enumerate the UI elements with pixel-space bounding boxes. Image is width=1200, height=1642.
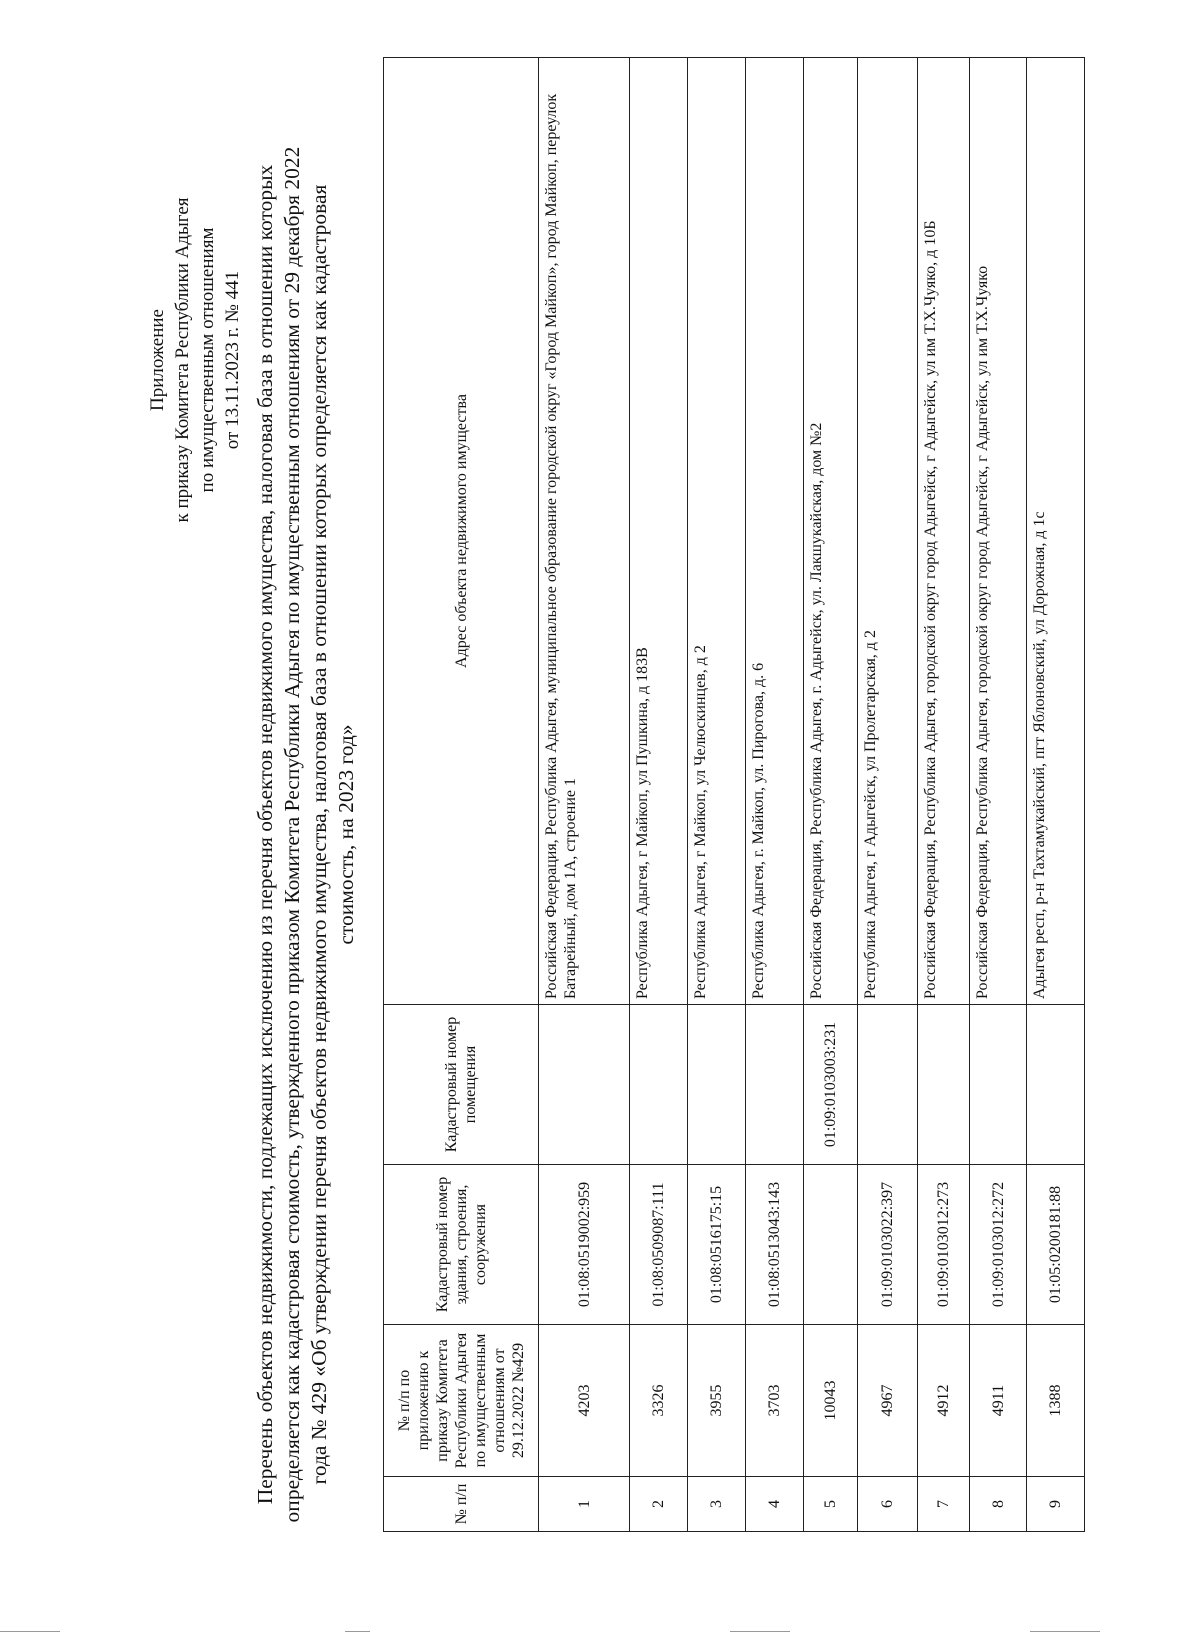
header-number: № п/п bbox=[384, 1477, 539, 1532]
cell-building-cadastral bbox=[804, 1165, 858, 1325]
cell-room-cadastral bbox=[1027, 1005, 1085, 1165]
header-ref-number: № п/п по приложению к приказу Комитета Республики Адыгея по имущественным отношениям от 29.12.2022 №429 bbox=[384, 1325, 539, 1477]
appendix-block bbox=[145, 100, 245, 620]
cell-building-cadastral: 01:09:0103012:273 bbox=[918, 1165, 970, 1325]
table-row bbox=[688, 58, 746, 1532]
document-heading: Перечень объектов недвижимости, подлежащих исключению из перечня объектов недвижимого имущества, налоговая база в отношении которых определяется как кадастровая стоимость, утвержденного приказом Комитета Республики Адыгея по имущественным отношениям от 29 декабря 2022 года № 429 «Об утверждении перечня объектов недвижимого имущества, налоговая база в отношении которых определяется как кадастровая стоимость, на 2023 год» bbox=[253, 146, 358, 1523]
cell-room-cadastral bbox=[688, 1005, 746, 1165]
cell-address: Российская Федерация, Республика Адыгея, г. Адыгейск, ул. Лакшукайская, дом №2 bbox=[804, 58, 858, 1005]
header-room-cadastral: Кадастровый номер помещения bbox=[384, 1005, 539, 1165]
table-row bbox=[1027, 58, 1085, 1532]
scan-edge-mark bbox=[345, 1631, 370, 1632]
scan-edge-mark bbox=[1030, 1631, 1100, 1632]
cell-number: 8 bbox=[970, 1477, 1027, 1532]
cell-building-cadastral: 01:08:0509087:111 bbox=[630, 1165, 688, 1325]
header-address: Адрес объекта недвижимого имущества bbox=[384, 58, 539, 1005]
cell-building-cadastral: 01:05:0200181:88 bbox=[1027, 1165, 1085, 1325]
cell-ref-number: 4967 bbox=[858, 1325, 918, 1477]
cell-building-cadastral: 01:08:0519002:959 bbox=[539, 1165, 630, 1325]
cell-address: Республика Адыгея, г Адыгейск, ул Пролетарская, д 2 bbox=[858, 58, 918, 1005]
cell-address: Адыгея респ, р-н Тахтамукайский, пгт Яблоновский, ул Дорожная, д 1с bbox=[1027, 58, 1085, 1005]
scan-edge-mark bbox=[730, 1631, 790, 1632]
appendix-order-ref: к приказу Комитета Республики Адыгея bbox=[172, 197, 193, 523]
table-row bbox=[746, 58, 804, 1532]
cell-building-cadastral: 01:09:0103022:397 bbox=[858, 1165, 918, 1325]
table-row bbox=[630, 58, 688, 1532]
cell-number: 9 bbox=[1027, 1477, 1085, 1532]
cell-room-cadastral bbox=[858, 1005, 918, 1165]
cell-address: Республика Адыгея, г Майкоп, ул Пушкина, д 183В bbox=[630, 58, 688, 1005]
table-row bbox=[539, 58, 630, 1532]
cell-ref-number: 3326 bbox=[630, 1325, 688, 1477]
cell-ref-number: 3955 bbox=[688, 1325, 746, 1477]
property-table bbox=[383, 57, 1085, 1532]
cell-ref-number: 3703 bbox=[746, 1325, 804, 1477]
cell-address: Республика Адыгея, г Майкоп, ул Челюскинцев, д 2 bbox=[688, 58, 746, 1005]
cell-ref-number: 4912 bbox=[918, 1325, 970, 1477]
cell-number: 3 bbox=[688, 1477, 746, 1532]
table-row bbox=[918, 58, 970, 1532]
cell-room-cadastral bbox=[630, 1005, 688, 1165]
cell-ref-number: 10043 bbox=[804, 1325, 858, 1477]
appendix-title: Приложение bbox=[147, 309, 168, 411]
cell-ref-number: 4203 bbox=[539, 1325, 630, 1477]
appendix-committee: по имущественным отношениям bbox=[197, 227, 218, 493]
cell-room-cadastral: 01:09:0103003:231 bbox=[804, 1005, 858, 1165]
cell-room-cadastral bbox=[970, 1005, 1027, 1165]
cell-room-cadastral bbox=[746, 1005, 804, 1165]
cell-number: 4 bbox=[746, 1477, 804, 1532]
cell-room-cadastral bbox=[918, 1005, 970, 1165]
cell-room-cadastral bbox=[539, 1005, 630, 1165]
scan-edge-mark bbox=[0, 1631, 60, 1632]
header-building-cadastral: Кадастровый номер здания, строения, сооружения bbox=[384, 1165, 539, 1325]
cell-ref-number: 1388 bbox=[1027, 1325, 1085, 1477]
table-row bbox=[858, 58, 918, 1532]
cell-address: Российская Федерация, Республика Адыгея, муниципальное образование городской округ «Город Майкоп», город Майкоп, переулок Батарейный, дом 1А, строение 1 bbox=[539, 58, 630, 1005]
cell-building-cadastral: 01:08:0513043:143 bbox=[746, 1165, 804, 1325]
cell-ref-number: 4911 bbox=[970, 1325, 1027, 1477]
cell-number: 7 bbox=[918, 1477, 970, 1532]
cell-number: 5 bbox=[804, 1477, 858, 1532]
cell-building-cadastral: 01:09:0103012:272 bbox=[970, 1165, 1027, 1325]
cell-number: 2 bbox=[630, 1477, 688, 1532]
appendix-date: от 13.11.2023 г. № 441 bbox=[222, 270, 243, 450]
cell-number: 1 bbox=[539, 1477, 630, 1532]
table-header-row bbox=[384, 58, 539, 1532]
cell-number: 6 bbox=[858, 1477, 918, 1532]
table-row bbox=[804, 58, 858, 1532]
table-row bbox=[970, 58, 1027, 1532]
cell-address: Российская Федерация, Республика Адыгея, городской округ город Адыгейск, г Адыгейск, ул им Т.Х.Чуяко, д 10Б bbox=[918, 58, 970, 1005]
cell-address: Российская Федерация, Республика Адыгея, городской округ город Адыгейск, г Адыгейск, ул им Т.Х.Чуяко bbox=[970, 58, 1027, 1005]
cell-building-cadastral: 01:08:0516175:15 bbox=[688, 1165, 746, 1325]
cell-address: Республика Адыгея, г. Майкоп, ул. Пирогова, д. 6 bbox=[746, 58, 804, 1005]
